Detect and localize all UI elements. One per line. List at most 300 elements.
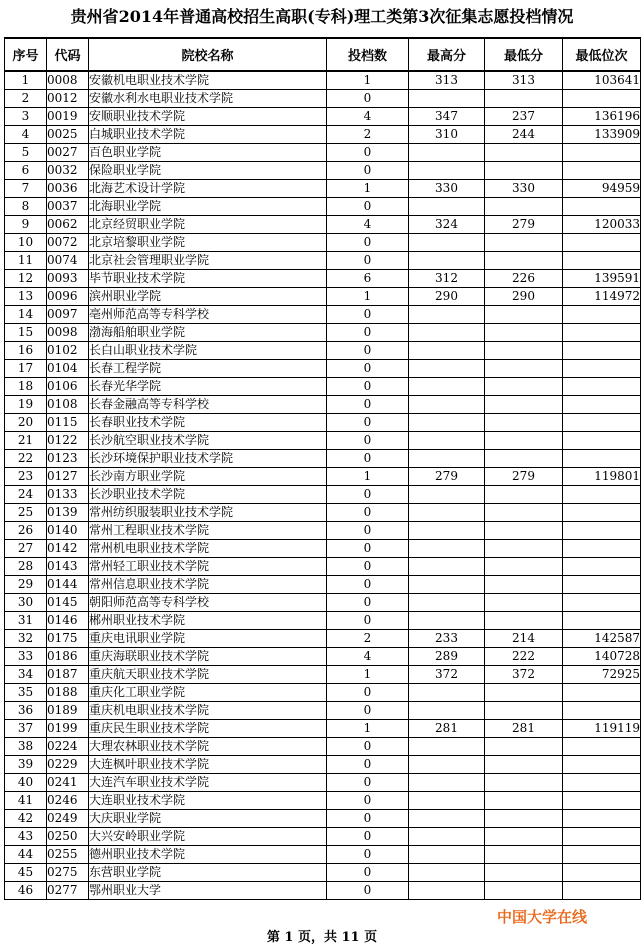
cell-min-rank	[563, 486, 641, 504]
cell-school-name: 滨州职业学院	[89, 288, 327, 306]
cell-school-name: 白城职业技术学院	[89, 126, 327, 144]
cell-admit-count: 0	[327, 252, 409, 270]
cell-max-score	[409, 414, 485, 432]
cell-code: 0027	[47, 144, 89, 162]
cell-min-score	[485, 864, 563, 882]
cell-max-score: 324	[409, 216, 485, 234]
cell-min-rank	[563, 198, 641, 216]
cell-school-name: 长春金融高等专科学校	[89, 396, 327, 414]
cell-max-score	[409, 684, 485, 702]
cell-min-rank	[563, 828, 641, 846]
cell-max-score	[409, 828, 485, 846]
cell-code: 0106	[47, 378, 89, 396]
cell-min-rank	[563, 882, 641, 900]
cell-min-score: 279	[485, 216, 563, 234]
cell-school-name: 北京社会管理职业学院	[89, 252, 327, 270]
cell-max-score: 310	[409, 126, 485, 144]
cell-admit-count: 1	[327, 666, 409, 684]
cell-min-rank	[563, 414, 641, 432]
table-row	[5, 702, 641, 720]
cell-min-score	[485, 252, 563, 270]
cell-code: 0025	[47, 126, 89, 144]
page-title: 贵州省2014年普通高校招生高职(专科)理工类第3次征集志愿投档情况	[70, 7, 574, 26]
cell-min-score	[485, 846, 563, 864]
cell-seq: 27	[5, 540, 47, 558]
cell-seq: 22	[5, 450, 47, 468]
cell-min-score	[485, 432, 563, 450]
cell-code: 0062	[47, 216, 89, 234]
cell-min-rank	[563, 378, 641, 396]
table-row	[5, 810, 641, 828]
cell-max-score	[409, 522, 485, 540]
cell-max-score: 313	[409, 71, 485, 90]
cell-min-rank	[563, 864, 641, 882]
cell-seq: 41	[5, 792, 47, 810]
cell-code: 0145	[47, 594, 89, 612]
cell-min-score	[485, 684, 563, 702]
table-row	[5, 360, 641, 378]
cell-admit-count: 0	[327, 324, 409, 342]
cell-seq: 40	[5, 774, 47, 792]
cell-max-score	[409, 450, 485, 468]
cell-max-score	[409, 90, 485, 108]
cell-min-rank	[563, 576, 641, 594]
cell-admit-count: 0	[327, 774, 409, 792]
cell-min-rank: 94959	[563, 180, 641, 198]
cell-school-name: 重庆化工职业学院	[89, 684, 327, 702]
table-row	[5, 558, 641, 576]
table-row	[5, 468, 641, 486]
cell-code: 0143	[47, 558, 89, 576]
cell-min-score	[485, 792, 563, 810]
cell-min-rank: 142587	[563, 630, 641, 648]
table-row	[5, 108, 641, 126]
cell-min-rank	[563, 306, 641, 324]
cell-max-score	[409, 378, 485, 396]
cell-min-score: 237	[485, 108, 563, 126]
cell-min-score: 279	[485, 468, 563, 486]
table-row	[5, 504, 641, 522]
table-row	[5, 720, 641, 738]
cell-code: 0072	[47, 234, 89, 252]
cell-max-score: 233	[409, 630, 485, 648]
cell-admit-count: 0	[327, 162, 409, 180]
cell-min-rank: 133909	[563, 126, 641, 144]
cell-admit-count: 0	[327, 198, 409, 216]
cell-min-score	[485, 360, 563, 378]
cell-seq: 33	[5, 648, 47, 666]
cell-seq: 28	[5, 558, 47, 576]
cell-max-score	[409, 306, 485, 324]
cell-min-rank	[563, 594, 641, 612]
cell-school-name: 重庆机电职业技术学院	[89, 702, 327, 720]
cell-min-score	[485, 162, 563, 180]
table-row	[5, 486, 641, 504]
cell-max-score	[409, 486, 485, 504]
cell-min-rank	[563, 342, 641, 360]
cell-school-name: 大兴安岭职业学院	[89, 828, 327, 846]
table-row	[5, 324, 641, 342]
cell-admit-count: 0	[327, 414, 409, 432]
table-row	[5, 198, 641, 216]
cell-min-score	[485, 594, 563, 612]
cell-school-name: 长沙航空职业技术学院	[89, 432, 327, 450]
cell-school-name: 重庆海联职业技术学院	[89, 648, 327, 666]
cell-seq: 30	[5, 594, 47, 612]
cell-admit-count: 4	[327, 216, 409, 234]
table-row	[5, 792, 641, 810]
cell-seq: 32	[5, 630, 47, 648]
cell-code: 0189	[47, 702, 89, 720]
cell-min-score	[485, 558, 563, 576]
cell-max-score	[409, 846, 485, 864]
cell-admit-count: 0	[327, 522, 409, 540]
cell-seq: 7	[5, 180, 47, 198]
cell-admit-count: 0	[327, 756, 409, 774]
cell-code: 0224	[47, 738, 89, 756]
table-row	[5, 612, 641, 630]
cell-school-name: 亳州师范高等专科学校	[89, 306, 327, 324]
cell-code: 0097	[47, 306, 89, 324]
cell-min-score	[485, 540, 563, 558]
cell-min-rank	[563, 522, 641, 540]
cell-max-score: 281	[409, 720, 485, 738]
cell-min-rank	[563, 846, 641, 864]
cell-school-name: 长沙职业技术学院	[89, 486, 327, 504]
cell-seq: 12	[5, 270, 47, 288]
cell-school-name: 重庆民生职业技术学院	[89, 720, 327, 738]
cell-school-name: 大理农林职业技术学院	[89, 738, 327, 756]
cell-code: 0008	[47, 71, 89, 90]
cell-admit-count: 0	[327, 144, 409, 162]
table-row	[5, 216, 641, 234]
header-min-score: 最低分	[485, 38, 563, 71]
cell-min-rank	[563, 612, 641, 630]
cell-school-name: 长白山职业技术学院	[89, 342, 327, 360]
cell-min-score: 226	[485, 270, 563, 288]
cell-min-score	[485, 738, 563, 756]
cell-school-name: 常州信息职业技术学院	[89, 576, 327, 594]
cell-seq: 8	[5, 198, 47, 216]
table-row	[5, 648, 641, 666]
cell-min-score	[485, 198, 563, 216]
cell-min-rank	[563, 396, 641, 414]
cell-seq: 9	[5, 216, 47, 234]
cell-admit-count: 4	[327, 108, 409, 126]
cell-max-score	[409, 612, 485, 630]
cell-min-rank: 139591	[563, 270, 641, 288]
header-school-name: 院校名称	[89, 38, 327, 71]
cell-max-score	[409, 792, 485, 810]
cell-admit-count: 1	[327, 71, 409, 90]
cell-code: 0127	[47, 468, 89, 486]
cell-school-name: 常州机电职业技术学院	[89, 540, 327, 558]
cell-admit-count: 1	[327, 180, 409, 198]
cell-min-rank	[563, 504, 641, 522]
cell-min-score: 290	[485, 288, 563, 306]
cell-min-rank	[563, 792, 641, 810]
table-row	[5, 432, 641, 450]
cell-min-score	[485, 90, 563, 108]
cell-max-score: 289	[409, 648, 485, 666]
cell-admit-count: 0	[327, 864, 409, 882]
table-row	[5, 288, 641, 306]
cell-min-score	[485, 378, 563, 396]
cell-max-score	[409, 252, 485, 270]
cell-seq: 17	[5, 360, 47, 378]
cell-seq: 39	[5, 756, 47, 774]
cell-admit-count: 0	[327, 90, 409, 108]
cell-seq: 19	[5, 396, 47, 414]
cell-seq: 45	[5, 864, 47, 882]
cell-code: 0187	[47, 666, 89, 684]
cell-max-score	[409, 162, 485, 180]
cell-code: 0123	[47, 450, 89, 468]
table-row	[5, 414, 641, 432]
cell-max-score	[409, 576, 485, 594]
cell-min-score	[485, 396, 563, 414]
cell-admit-count: 4	[327, 648, 409, 666]
cell-max-score	[409, 504, 485, 522]
cell-seq: 5	[5, 144, 47, 162]
cell-school-name: 常州纺织服装职业技术学院	[89, 504, 327, 522]
cell-code: 0133	[47, 486, 89, 504]
cell-admit-count: 0	[327, 504, 409, 522]
cell-code: 0250	[47, 828, 89, 846]
cell-seq: 4	[5, 126, 47, 144]
cell-min-rank: 140728	[563, 648, 641, 666]
table-row	[5, 540, 641, 558]
cell-seq: 15	[5, 324, 47, 342]
header-min-rank: 最低位次	[563, 38, 641, 71]
cell-seq: 6	[5, 162, 47, 180]
table-row	[5, 846, 641, 864]
cell-code: 0019	[47, 108, 89, 126]
watermark-logo: 中国大学在线	[497, 908, 588, 926]
cell-school-name: 常州轻工职业技术学院	[89, 558, 327, 576]
cell-min-rank	[563, 738, 641, 756]
table-row	[5, 756, 641, 774]
cell-min-rank: 136196	[563, 108, 641, 126]
cell-admit-count: 0	[327, 738, 409, 756]
header-admit-count: 投档数	[327, 38, 409, 71]
cell-school-name: 长春工程学院	[89, 360, 327, 378]
cell-min-rank	[563, 756, 641, 774]
cell-admit-count: 0	[327, 558, 409, 576]
cell-code: 0115	[47, 414, 89, 432]
cell-min-score	[485, 324, 563, 342]
cell-school-name: 重庆电讯职业学院	[89, 630, 327, 648]
table-row	[5, 774, 641, 792]
cell-school-name: 安徽水利水电职业技术学院	[89, 90, 327, 108]
cell-min-score	[485, 612, 563, 630]
table-row	[5, 882, 641, 900]
cell-code: 0246	[47, 792, 89, 810]
table-row	[5, 252, 641, 270]
cell-max-score: 372	[409, 666, 485, 684]
cell-admit-count: 0	[327, 576, 409, 594]
table-row	[5, 270, 641, 288]
cell-min-rank	[563, 360, 641, 378]
cell-min-score: 313	[485, 71, 563, 90]
cell-code: 0229	[47, 756, 89, 774]
cell-min-score: 372	[485, 666, 563, 684]
cell-min-rank	[563, 90, 641, 108]
cell-seq: 21	[5, 432, 47, 450]
cell-max-score: 347	[409, 108, 485, 126]
table-row	[5, 666, 641, 684]
cell-admit-count: 2	[327, 126, 409, 144]
cell-code: 0108	[47, 396, 89, 414]
cell-admit-count: 0	[327, 486, 409, 504]
cell-admit-count: 0	[327, 450, 409, 468]
cell-school-name: 百色职业学院	[89, 144, 327, 162]
cell-admit-count: 1	[327, 468, 409, 486]
cell-max-score: 279	[409, 468, 485, 486]
cell-code: 0036	[47, 180, 89, 198]
cell-school-name: 长春职业技术学院	[89, 414, 327, 432]
cell-min-rank	[563, 684, 641, 702]
cell-min-rank	[563, 234, 641, 252]
cell-admit-count: 0	[327, 882, 409, 900]
table-row	[5, 306, 641, 324]
cell-admit-count: 0	[327, 360, 409, 378]
cell-school-name: 东营职业学院	[89, 864, 327, 882]
cell-code: 0249	[47, 810, 89, 828]
cell-min-rank: 72925	[563, 666, 641, 684]
cell-code: 0199	[47, 720, 89, 738]
cell-max-score	[409, 882, 485, 900]
cell-school-name: 大庆职业学院	[89, 810, 327, 828]
cell-code: 0012	[47, 90, 89, 108]
cell-school-name: 大连枫叶职业技术学院	[89, 756, 327, 774]
cell-school-name: 保险职业学院	[89, 162, 327, 180]
cell-min-rank	[563, 162, 641, 180]
cell-code: 0037	[47, 198, 89, 216]
page-footer: 第 1 页，共 11 页	[266, 930, 378, 945]
cell-code: 0144	[47, 576, 89, 594]
cell-seq: 13	[5, 288, 47, 306]
cell-min-rank	[563, 450, 641, 468]
cell-min-rank	[563, 540, 641, 558]
cell-min-score	[485, 828, 563, 846]
cell-max-score	[409, 198, 485, 216]
cell-min-score	[485, 144, 563, 162]
cell-max-score: 290	[409, 288, 485, 306]
cell-school-name: 长沙环境保护职业技术学院	[89, 450, 327, 468]
cell-seq: 29	[5, 576, 47, 594]
cell-seq: 2	[5, 90, 47, 108]
cell-code: 0074	[47, 252, 89, 270]
cell-min-score	[485, 810, 563, 828]
cell-min-rank	[563, 144, 641, 162]
cell-code: 0098	[47, 324, 89, 342]
cell-max-score	[409, 558, 485, 576]
cell-code: 0146	[47, 612, 89, 630]
cell-max-score	[409, 774, 485, 792]
cell-admit-count: 1	[327, 288, 409, 306]
table-row	[5, 396, 641, 414]
cell-min-score	[485, 702, 563, 720]
table-row	[5, 684, 641, 702]
cell-max-score: 312	[409, 270, 485, 288]
cell-code: 0277	[47, 882, 89, 900]
cell-admit-count: 0	[327, 540, 409, 558]
header-seq: 序号	[5, 38, 47, 71]
cell-max-score	[409, 756, 485, 774]
cell-code: 0188	[47, 684, 89, 702]
cell-school-name: 毕节职业技术学院	[89, 270, 327, 288]
cell-max-score	[409, 810, 485, 828]
cell-min-score	[485, 342, 563, 360]
cell-admit-count: 0	[327, 684, 409, 702]
cell-seq: 37	[5, 720, 47, 738]
cell-seq: 43	[5, 828, 47, 846]
cell-code: 0093	[47, 270, 89, 288]
cell-min-score	[485, 486, 563, 504]
cell-admit-count: 0	[327, 810, 409, 828]
cell-max-score	[409, 540, 485, 558]
cell-seq: 23	[5, 468, 47, 486]
table-row	[5, 630, 641, 648]
cell-min-rank: 119801	[563, 468, 641, 486]
cell-min-score	[485, 756, 563, 774]
cell-min-score: 214	[485, 630, 563, 648]
cell-admit-count: 0	[327, 792, 409, 810]
cell-school-name: 安顺职业技术学院	[89, 108, 327, 126]
cell-school-name: 北海职业学院	[89, 198, 327, 216]
cell-min-rank	[563, 702, 641, 720]
cell-min-rank: 114972	[563, 288, 641, 306]
cell-max-score	[409, 864, 485, 882]
cell-seq: 10	[5, 234, 47, 252]
cell-min-rank	[563, 558, 641, 576]
cell-school-name: 渤海船舶职业学院	[89, 324, 327, 342]
cell-school-name: 鄂州职业大学	[89, 882, 327, 900]
cell-min-rank: 103641	[563, 71, 641, 90]
header-row	[5, 38, 641, 71]
cell-max-score	[409, 594, 485, 612]
cell-min-rank	[563, 324, 641, 342]
cell-admit-count: 0	[327, 396, 409, 414]
cell-min-score	[485, 882, 563, 900]
cell-min-rank: 119119	[563, 720, 641, 738]
cell-min-score	[485, 522, 563, 540]
cell-admit-count: 0	[327, 234, 409, 252]
cell-seq: 3	[5, 108, 47, 126]
cell-seq: 46	[5, 882, 47, 900]
cell-admit-count: 2	[327, 630, 409, 648]
cell-max-score	[409, 432, 485, 450]
cell-max-score	[409, 396, 485, 414]
cell-code: 0241	[47, 774, 89, 792]
cell-school-name: 郴州职业技术学院	[89, 612, 327, 630]
table-row	[5, 126, 641, 144]
table-row	[5, 576, 641, 594]
cell-code: 0275	[47, 864, 89, 882]
cell-school-name: 朝阳师范高等专科学校	[89, 594, 327, 612]
table-row	[5, 594, 641, 612]
cell-min-rank: 120033	[563, 216, 641, 234]
cell-min-rank	[563, 432, 641, 450]
table-row	[5, 162, 641, 180]
cell-min-score: 281	[485, 720, 563, 738]
cell-seq: 14	[5, 306, 47, 324]
cell-code: 0140	[47, 522, 89, 540]
cell-seq: 24	[5, 486, 47, 504]
cell-code: 0104	[47, 360, 89, 378]
cell-seq: 35	[5, 684, 47, 702]
